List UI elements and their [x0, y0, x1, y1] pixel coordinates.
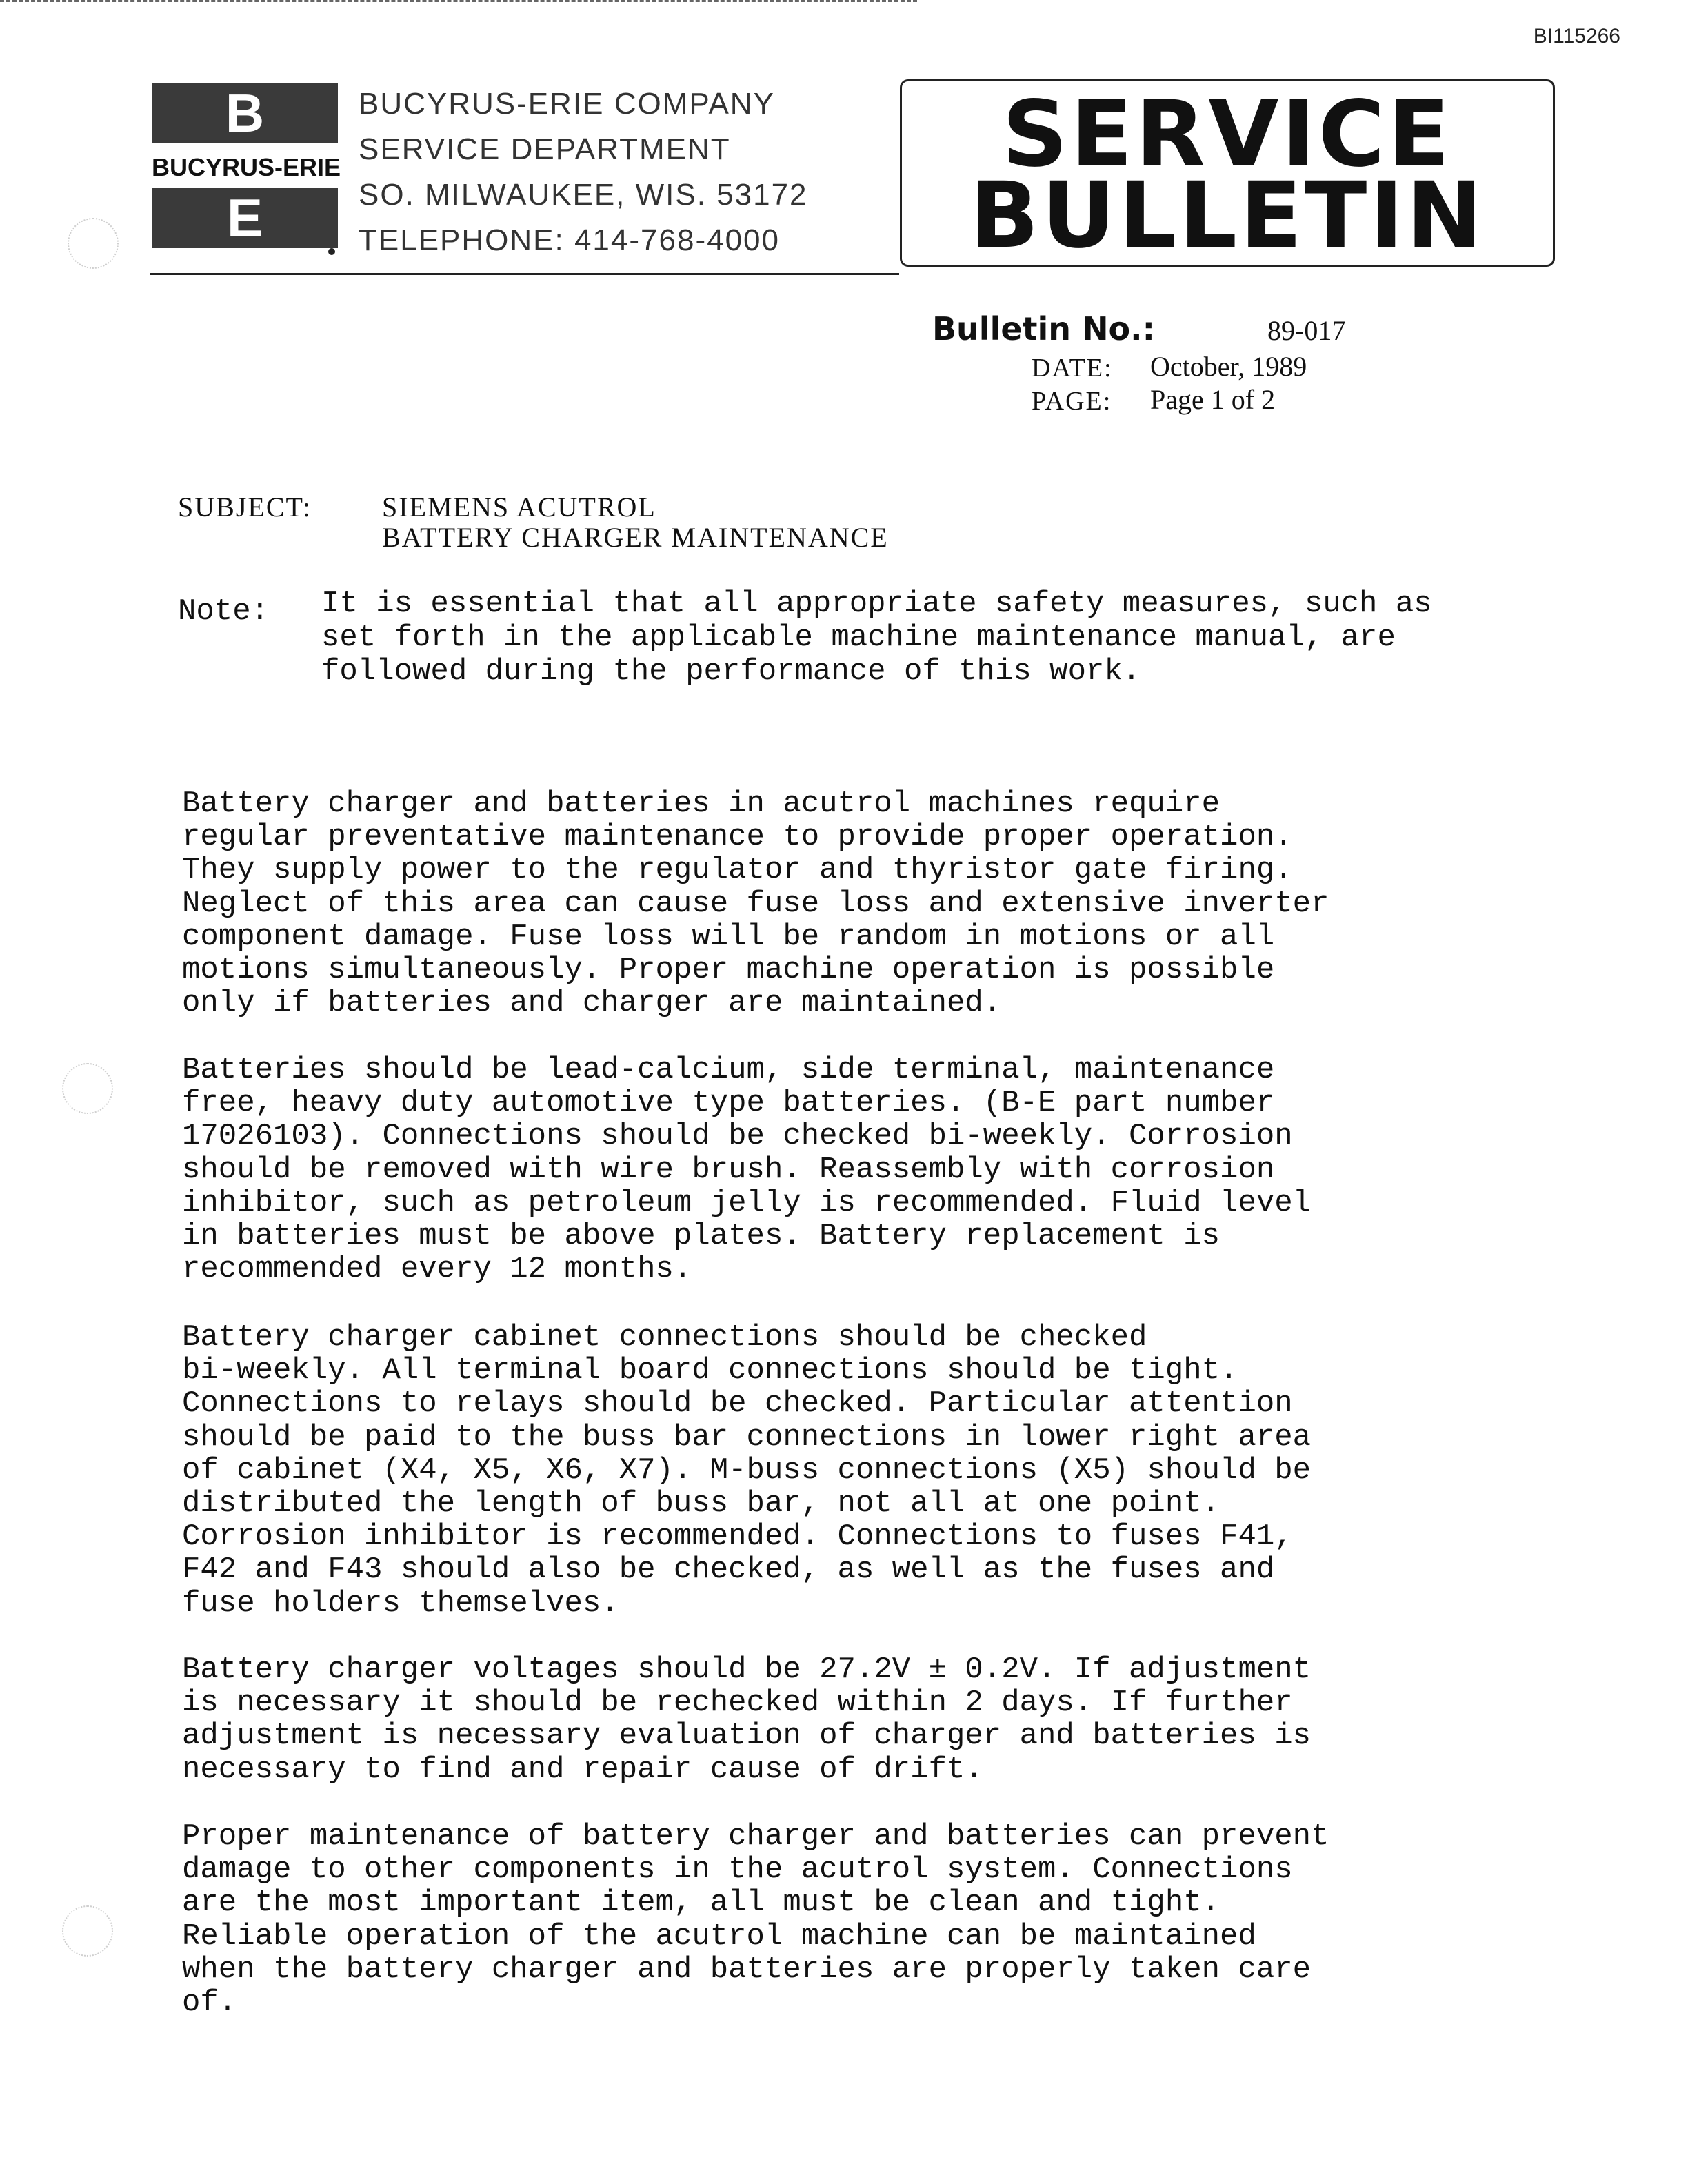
company-telephone: TELEPHONE: 414-768-4000: [359, 223, 780, 257]
company-address: SO. MILWAUKEE, WIS. 53172: [359, 178, 808, 212]
logo-letter-b: B: [225, 83, 265, 143]
banner-bulletin: BULLETIN: [969, 163, 1485, 269]
punch-hole-top: [68, 218, 119, 269]
paragraph-1: Battery charger and batteries in acutrol machines require regular preventative maintenance to provide proper operation. They supply power to the regulator and thyristor gate firing. Neglect of this area can cause fuse loss and extensive inverter component damage. Fuse loss will be random in motions or all motions simultaneously. Proper machine operation is possible only if batteries and charger are maintained.: [182, 787, 1329, 1021]
logo-top-block: [152, 83, 338, 143]
paragraph-2: Batteries should be lead-calcium, side terminal, maintenance free, heavy duty automotive type batteries. (B-E part number 17026103). Connections should be checked bi-weekly. Corrosion should be removed with wire brush. Reassembly with corrosion inhibitor, such as petroleum jelly is recommended. Fluid level in batteries must be above plates. Battery replacement is recommended every 12 months.: [182, 1053, 1312, 1287]
paragraph-4: Battery charger voltages should be 27.2V ± 0.2V. If adjustment is necessary it should be rechecked within 2 days. If further adjustment is necessary evaluation of charger and batteries is necessary to find and repair cause of drift.: [182, 1652, 1312, 1787]
company-info: [359, 81, 808, 263]
subject-line-2: BATTERY CHARGER MAINTENANCE: [382, 522, 889, 553]
page-label: PAGE:: [1032, 387, 1112, 416]
logo-bottom-block: [152, 188, 338, 248]
subject-line-1: SIEMENS ACUTROL: [382, 492, 656, 523]
date-label: DATE:: [1032, 354, 1113, 383]
logo-letter-e: E: [226, 188, 263, 248]
subject-label: SUBJECT:: [178, 492, 312, 523]
page-number: Page 1 of 2: [1150, 384, 1276, 415]
punch-hole-bottom: [62, 1905, 113, 1957]
scan-top-edge: [0, 0, 917, 2]
company-name: BUCYRUS-ERIE COMPANY: [359, 87, 775, 121]
registered-mark-icon: [328, 248, 335, 255]
company-department: SERVICE DEPARTMENT: [359, 132, 731, 166]
note-text: It is essential that all appropriate safety measures, such as set forth in the applicable machine maintenance manual, are followed during the performance of this work.: [321, 587, 1432, 689]
banner-service: SERVICE: [1002, 81, 1453, 188]
bulletin-number-label: Bulletin No.:: [932, 310, 1156, 347]
paragraph-3: Battery charger cabinet connections should be checked bi-weekly. All terminal board connections should be tight. Connections to relays should be checked. Particular attention should be paid to the buss bar connections in lower right area of cabinet (X4, X5, X6, X7). M-buss connections (X5) should be distributed the length of buss bar, not all at one point. Corrosion inhibitor is recommended. Connections to fuses F41, F42 and F43 should also be checked, as well as the fuses and fuse holders themselves.: [182, 1320, 1312, 1621]
bulletin-number: 89-017: [1267, 315, 1346, 346]
document-id: BI115266: [1533, 25, 1620, 48]
punch-hole-middle: [62, 1063, 113, 1114]
note-label: Note:: [178, 594, 270, 629]
header-rule: [150, 273, 899, 275]
logo-company-name: BUCYRUS-ERIE: [151, 153, 341, 181]
bulletin-date: October, 1989: [1150, 351, 1307, 382]
paragraph-5: Proper maintenance of battery charger and batteries can prevent damage to other components in the acutrol system. Connections are the most important item, all must be clean and tight. Reliable operation of the acutrol machine can be maintained when the battery charger and batteries are properly taken care of.: [182, 1819, 1329, 2021]
